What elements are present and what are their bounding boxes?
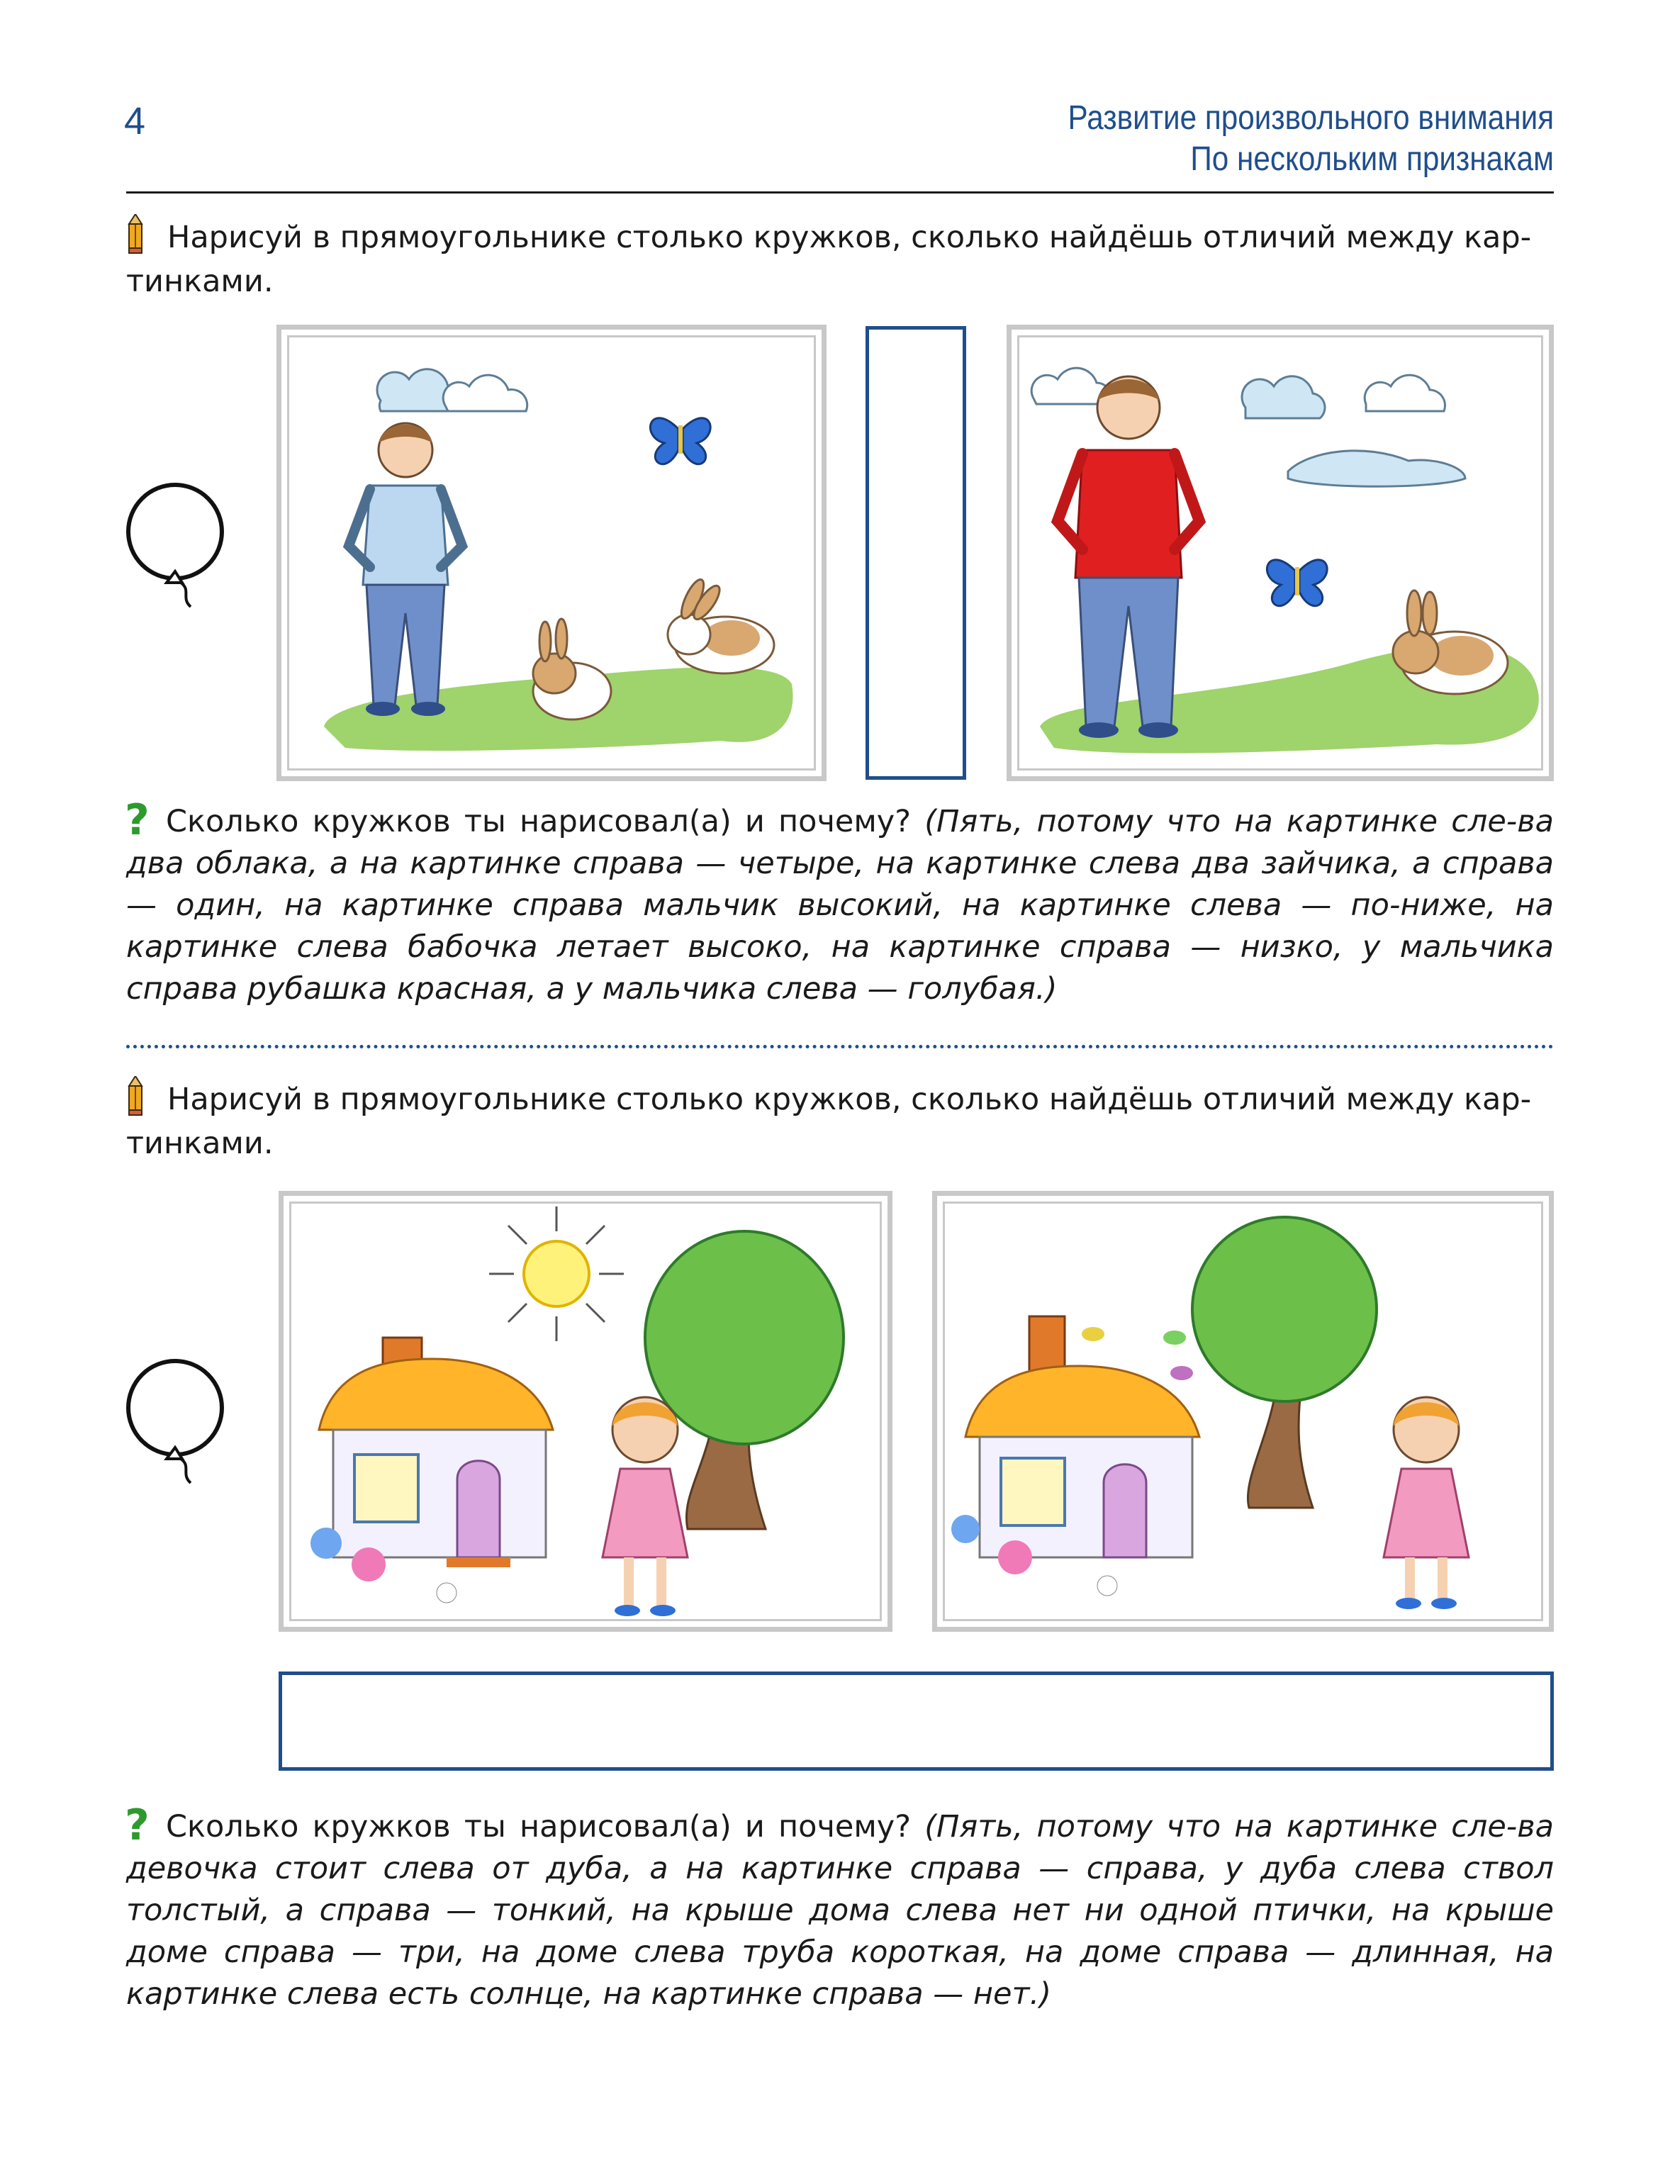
house-icon [965, 1316, 1199, 1557]
picture-right-1 [1007, 325, 1554, 781]
question-2-block [126, 1806, 1554, 2015]
scene-house-girl-left [284, 1196, 887, 1627]
tree-icon [645, 1231, 844, 1529]
balloon-icon [124, 476, 230, 618]
page-number: 4 [124, 100, 146, 142]
girl-figure [1384, 1397, 1469, 1609]
flower-icon [951, 1515, 1117, 1596]
cloud-icon [1242, 376, 1325, 418]
question-mark-icon: ? [125, 795, 150, 845]
pencil-icon [126, 214, 145, 254]
answer-2-text: (Пять, потому что на картинке сле-ва девочка стоит слева от дуба, а на картинке справа — справа, у дуба слева ствол толстый, а справа — тонкий, на крыше дома слева нет ни одной птички, на крыше доме справа — три, на доме слева труба короткая, на доме справа — длинная, на картинке слева есть солнце, на картинке справа — нет.) [126, 1809, 1554, 2012]
butterfly-icon [650, 418, 710, 464]
sun-icon [489, 1206, 624, 1341]
boy-figure [1058, 376, 1199, 738]
rabbit-icon [668, 577, 774, 673]
section-title-line2: По нескольким признакам [1190, 140, 1554, 178]
bird-icon [1082, 1327, 1193, 1380]
task-1-line2: тинками. [126, 264, 274, 299]
butterfly-icon [1267, 560, 1327, 606]
scene-boy-rabbits-left [281, 330, 822, 776]
picture-left-1 [276, 325, 827, 781]
task-1-text [167, 217, 1550, 258]
answer-1-text: (Пять, потому что на картинке сле-ва два облака, а на картинке справа — четыре, на картинке слева два зайчика, а справа — один, на картинке справа мальчик высокий, на картинке слева — по-ниже, на картинке слева бабочка летает высоко, на картинке справа — низко, у мальчика справа рубашка красная, а у мальчика слева — голубая.) [126, 804, 1554, 1007]
boy-figure [349, 423, 462, 716]
scene-boy-rabbits-right [1012, 330, 1549, 776]
task-2-line2: тинками. [126, 1126, 274, 1161]
question-1-block [126, 801, 1554, 1010]
question-mark-icon: ? [125, 1801, 150, 1850]
question-1-text: Сколько кружков ты нарисовал(а) и почему? [166, 804, 912, 839]
task-1-line1: Нарисуй в прямоугольнике столько кружков, сколько найдёшь отличий между кар- [167, 220, 1532, 255]
section-divider [126, 1045, 1554, 1048]
picture-right-2 [932, 1191, 1554, 1632]
flower-icon [310, 1528, 457, 1603]
house-icon [319, 1338, 553, 1567]
question-2-text: Сколько кружков ты нарисовал(а) и почему? [166, 1809, 912, 1844]
picture-left-2 [279, 1191, 892, 1632]
tree-icon [1192, 1217, 1377, 1508]
answer-box-2[interactable] [279, 1671, 1554, 1771]
answer-box-1[interactable] [866, 326, 966, 780]
header-rule [126, 191, 1554, 194]
section-title-line1: Развитие произвольного внимания [1068, 99, 1554, 137]
section-title [1068, 98, 1554, 180]
scene-house-girl-right [937, 1196, 1549, 1627]
cloud-icon [443, 375, 527, 411]
cloud-icon [1288, 451, 1465, 486]
task-2-text [167, 1079, 1550, 1120]
task-2-line1: Нарисуй в прямоугольнике столько кружков, сколько найдёшь отличий между кар- [167, 1082, 1532, 1117]
girl-figure [603, 1397, 688, 1616]
cloud-icon [1365, 375, 1445, 411]
rabbit-icon [533, 619, 611, 719]
cloud-icon [377, 369, 460, 411]
rabbit-icon [1393, 590, 1508, 694]
pencil-icon [126, 1076, 145, 1116]
cloud-icon [1031, 368, 1111, 404]
balloon-icon [124, 1353, 230, 1494]
